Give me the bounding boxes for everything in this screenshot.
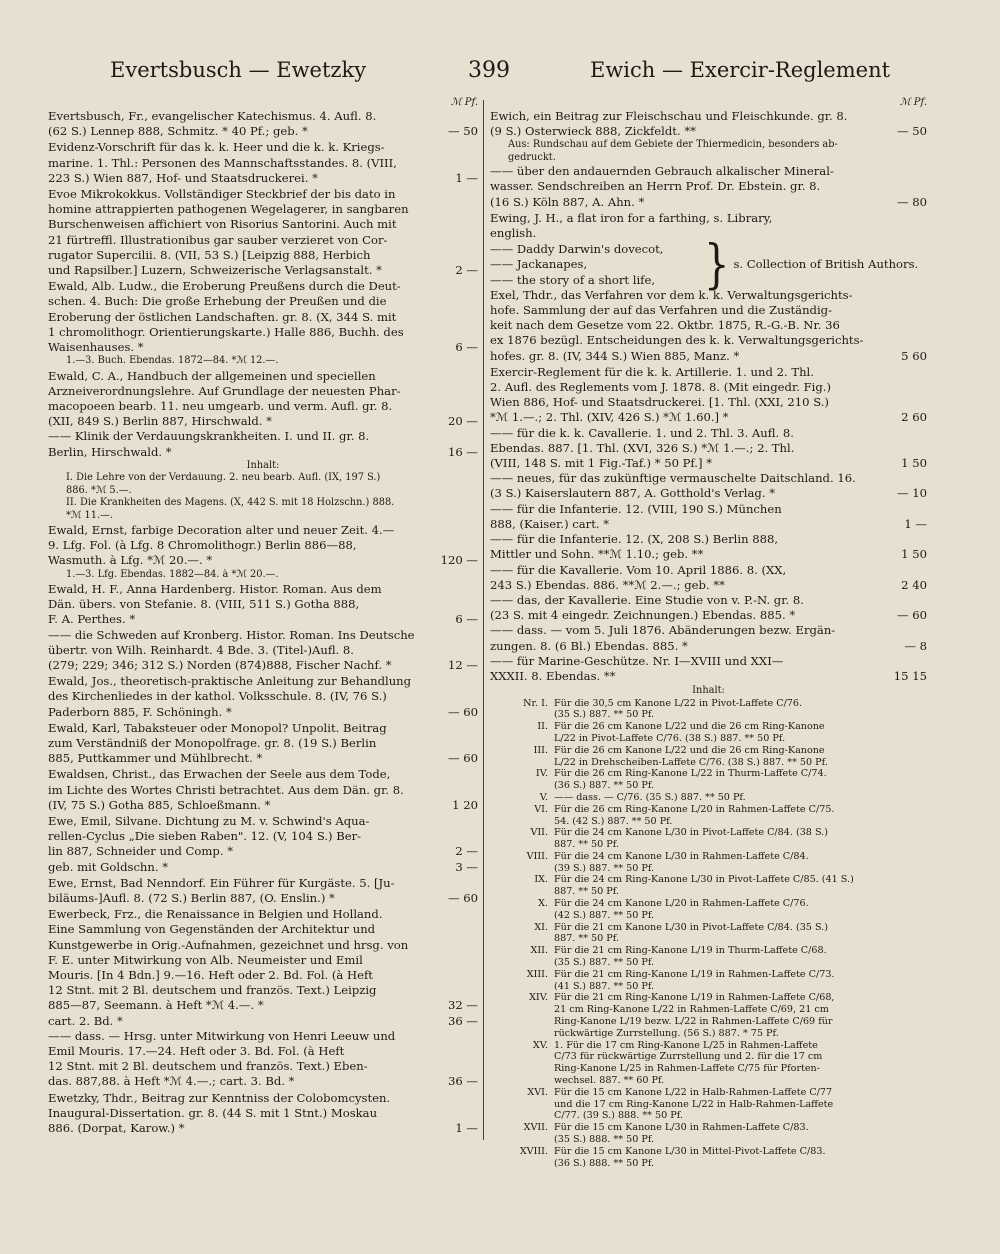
catalog-entry xyxy=(48,721,478,767)
entry-line xyxy=(490,608,927,623)
contents-text xyxy=(554,792,927,804)
entry-text: (23 S. mit 4 eingedr. Zeichnungen.) Ebendas. 885. * xyxy=(490,608,796,623)
entry-line xyxy=(490,124,927,139)
entry-line xyxy=(490,669,927,684)
contents-text xyxy=(554,898,927,922)
entry-price: 1 — xyxy=(904,516,927,531)
contents-line: und die 17 cm Ring-Kanone L/22 in Halb-Rahmen-Laffete xyxy=(554,1098,834,1110)
entry-text: Paderborn 885, F. Schöningh. * xyxy=(48,704,232,719)
entry-line: —— über den andauernden Gebrauch alkalischer Mineral- xyxy=(490,164,834,179)
entry-line: Ewald, Jos., theoretisch-praktische Anleitung zur Behandlung xyxy=(48,674,412,689)
contents-line: Für die 24 cm Ring-Kanone L/30 in Pivot-Laffete C/85. (41 S.) xyxy=(554,874,854,886)
contents-line: L/22 in Pivot-Laffete C/76. (38 S.) 887. ** 50 Pf. xyxy=(554,732,786,744)
contents-item xyxy=(490,792,927,804)
entry-text: 243 S.) Ebendas. 886. **ℳ 2.—.; geb. ** xyxy=(490,577,725,592)
contents-line: (35 S.) 888. ** 50 Pf. xyxy=(554,1134,655,1146)
entry-line xyxy=(48,1121,478,1136)
contents-item xyxy=(490,698,927,722)
contents-number: XV. xyxy=(532,1039,548,1051)
entry-text: zungen. 8. (6 Bl.) Ebendas. 885. * xyxy=(490,638,688,653)
contents-item xyxy=(490,1122,927,1146)
entry-line: Ewald, Karl, Tabaksteuer oder Monopol? Unpolit. Beitrag xyxy=(48,720,387,735)
entry-line xyxy=(490,456,927,471)
catalog-entry xyxy=(490,109,927,210)
entry-line: Evidenz-Vorschrift für das k. k. Heer und die k. k. Kriegs- xyxy=(48,140,385,155)
entry-text: Berlin, Hirschwald. * xyxy=(48,444,172,459)
brace-item: —— Jackanapes, xyxy=(490,257,588,272)
contents-number: XIII. xyxy=(526,968,548,980)
entry-line: —— neues, für das zukünftige vermauschelte Daitschland. 16. xyxy=(490,471,856,486)
entry-line: *ℳ 11.—. xyxy=(66,509,113,521)
entry-line: Ewald, Alb. Ludw., die Eroberung Preußens durch die Deut- xyxy=(48,279,401,294)
entry-line: Emil Mouris. 17.—24. Heft oder 3. Bd. Fol. (à Heft xyxy=(48,1044,345,1059)
entry-line: —— für die Kavallerie. Vom 10. April 1886. 8. (XX, xyxy=(490,562,787,577)
catalog-entry xyxy=(48,876,478,906)
contents-number: XVIII. xyxy=(519,1145,548,1157)
entry-line: Ewetzky, Thdr., Beitrag zur Kenntniss der Colobomcysten. xyxy=(48,1090,391,1105)
contents-number: VI. xyxy=(534,803,548,815)
entry-line: I. Die Lehre von der Verdauung. 2. neu bearb. Aufl. (IX, 197 S.) xyxy=(66,472,381,484)
contents-line: (36 S.) 887. ** 50 Pf. xyxy=(554,780,655,792)
entry-text: hofes. gr. 8. (IV, 344 S.) Wien 885, Manz. * xyxy=(490,348,740,363)
catalog-entry xyxy=(490,365,927,684)
entry-text: 885—87, Seemann. à Heft *ℳ 4.—. * xyxy=(48,998,264,1013)
price-column-header: ℳ Pf. xyxy=(899,97,927,108)
entry-line: Ewerbeck, Frz., die Renaissance in Belgien und Holland. xyxy=(48,907,383,922)
entry-line xyxy=(48,1014,478,1029)
entry-text: (IV, 75 S.) Gotha 885, Schloeßmann. * xyxy=(48,797,271,812)
entry-price: 36 — xyxy=(447,1013,478,1028)
entry-price: — 8 xyxy=(904,638,927,653)
contents-text xyxy=(554,1146,927,1170)
running-head-right: Ewich — Exercir-Reglement xyxy=(590,58,891,82)
contents-line: Für die 15 cm Kanone L/30 in Mittel-Pivot-Laffete C/83. xyxy=(554,1145,826,1157)
entry-line xyxy=(490,517,927,532)
entry-line: 12 Stnt. mit 2 Bl. deutschem und französ. Text.) Eben- xyxy=(48,1059,368,1074)
entry-line xyxy=(48,860,478,875)
entry-line: 9. Lfg. Fol. (à Lfg. 8 Chromolithogr.) Berlin 886—88, xyxy=(48,538,357,553)
contents-line: (35 S.) 887. ** 50 Pf. xyxy=(554,709,655,721)
catalog-entry xyxy=(490,288,927,364)
entry-price: 2 — xyxy=(455,263,478,278)
entry-line: Ewald, C. A., Handbuch der allgemeinen und speciellen xyxy=(48,368,376,383)
entry-text: (3 S.) Kaiserslautern 887, A. Gotthold's Verlag. * xyxy=(490,486,776,501)
contents-item xyxy=(490,945,927,969)
entry-line xyxy=(48,553,478,568)
entry-line: schen. 4. Buch: Die große Erhebung der Preußen und die xyxy=(48,294,387,309)
entry-line: 21 fürtreffl. Illustrationibus gar sauber verzieret von Cor- xyxy=(48,232,388,247)
contents-item xyxy=(490,922,927,946)
brace-item: —— the story of a short life, xyxy=(490,272,656,287)
contents-line: (39 S.) 887. ** 50 Pf. xyxy=(554,862,655,874)
entry-price: 1 — xyxy=(455,170,478,185)
contents-title: Inhalt: xyxy=(692,685,725,697)
running-head-left: Evertsbusch — Ewetzky xyxy=(110,58,367,82)
catalog-entry xyxy=(48,1091,478,1137)
entry-price: — 50 xyxy=(896,124,927,139)
entry-line: macopoeen bearb. 11. neu umgearb. und verm. Aufl. gr. 8. xyxy=(48,399,393,414)
entry-line xyxy=(48,263,478,278)
entry-line: Ewich, ein Beitrag zur Fleischschau und Fleischkunde. gr. 8. xyxy=(490,109,848,123)
contents-text xyxy=(554,922,927,946)
left-column xyxy=(48,97,478,1137)
entry-line: Ewing, J. H., a flat iron for a farthing, s. Library, xyxy=(490,210,773,225)
contents-line: Für die 30,5 cm Kanone L/22 in Pivot-Laffete C/76. xyxy=(554,697,803,709)
entry-price: 20 — xyxy=(447,414,478,429)
contents-number: XVII. xyxy=(523,1122,548,1134)
entry-line: Exercir-Reglement für die k. k. Artillerie. 1. und 2. Thl. xyxy=(490,364,814,379)
contents-line: Für die 26 cm Kanone L/22 und die 26 cm Ring-Kanone xyxy=(554,744,825,756)
entry-text: das. 887,88. à Heft *ℳ 4.—.; cart. 3. Bd. * xyxy=(48,1074,295,1089)
entry-line xyxy=(48,891,478,906)
entry-line: wasser. Sendschreiben an Herrn Prof. Dr. Ebstein. gr. 8. xyxy=(490,179,821,194)
entry-line: —— für die k. k. Cavallerie. 1. und 2. Thl. 3. Aufl. 8. xyxy=(490,425,794,440)
catalog-entry xyxy=(48,109,478,139)
entry-price: — 60 xyxy=(896,608,927,623)
entry-line: gedruckt. xyxy=(508,151,556,163)
contents-text xyxy=(554,698,927,722)
entry-text: (9 S.) Osterwieck 888, Zickfeldt. ** xyxy=(490,124,696,139)
entry-text: 886. (Dorpat, Karow.) * xyxy=(48,1121,185,1136)
brace-label: s. Collection of British Authors. xyxy=(733,257,919,272)
entry-text: (279; 229; 346; 312 S.) Norden (874)888, Fischer Nachf. * xyxy=(48,657,392,672)
entry-line: —— dass. — Hrsg. unter Mitwirkung von Henri Leeuw und xyxy=(48,1028,396,1043)
entry-line: Ebendas. 887. [1. Thl. (XVI, 326 S.) *ℳ 1.—.; 2. Thl. xyxy=(490,440,795,455)
entry-line: english. xyxy=(490,226,537,241)
entry-price: 36 — xyxy=(447,1074,478,1089)
entry-price: 5 60 xyxy=(901,348,927,363)
entry-line xyxy=(490,547,927,562)
contents-number: IV. xyxy=(535,768,548,780)
entry-text: lin 887, Schneider und Comp. * xyxy=(48,844,233,859)
contents-number: II. xyxy=(537,721,548,733)
contents-line: Für die 21 cm Ring-Kanone L/19 in Thurm-Laffete C/68. xyxy=(554,945,827,957)
entry-line: —— Klinik der Verdauungskrankheiten. I. und II. gr. 8. xyxy=(48,429,370,444)
contents-item xyxy=(490,898,927,922)
entry-line: —— für die Infanterie. 12. (VIII, 190 S.) München xyxy=(490,501,782,516)
entry-line: II. Die Krankheiten des Magens. (X, 442 S. mit 18 Holzschn.) 888. xyxy=(66,497,395,509)
entry-line: Evertsbusch, Fr., evangelischer Katechismus. 4. Aufl. 8. xyxy=(48,109,377,123)
contents-line: Für die 21 cm Kanone L/30 in Pivot-Laffete C/84. (35 S.) xyxy=(554,921,828,933)
contents-line: Für die 21 cm Ring-Kanone L/19 in Rahmen-Laffete C/73. xyxy=(554,968,835,980)
entry-line xyxy=(490,349,927,364)
entry-price: 12 — xyxy=(447,657,478,672)
contents-number: Nr. I. xyxy=(523,697,548,709)
entry-line: Inaugural-Dissertation. gr. 8. (44 S. mit 1 Stnt.) Moskau xyxy=(48,1105,378,1120)
contents-line: (35 S.) 887. ** 50 Pf. xyxy=(554,957,655,969)
entry-line: Ewald, Ernst, farbige Decoration alter und neuer Zeit. 4.— xyxy=(48,522,395,537)
contents-item xyxy=(490,874,927,898)
entry-line xyxy=(48,705,478,720)
entry-line: Kunstgewerbe in Orig.-Aufnahmen, gezeichnet und hrsg. von xyxy=(48,937,409,952)
catalog-entry xyxy=(48,814,478,875)
contents-line: 21 cm Ring-Kanone L/22 in Rahmen-Laffete C/69, 21 cm xyxy=(554,1004,829,1016)
contents-line: C/73 für rückwärtige Zurrstellung und 2. für die 17 cm xyxy=(554,1051,823,1063)
entry-price: — 60 xyxy=(447,751,478,766)
entry-line: —— das, der Kavallerie. Eine Studie von v. P.-N. gr. 8. xyxy=(490,592,804,607)
contents-line: 54. (42 S.) 887. ** 50 Pf. xyxy=(554,815,673,827)
contents-number: III. xyxy=(533,744,548,756)
contents-item xyxy=(490,721,927,745)
page-number: 399 xyxy=(468,58,510,83)
entry-line: Eroberung der östlichen Landschaften. gr. 8. (X, 344 S. mit xyxy=(48,309,397,324)
contents-item xyxy=(490,804,927,828)
entry-price: — 80 xyxy=(896,194,927,209)
catalog-entry xyxy=(48,279,478,367)
entry-line: —— die Schweden auf Kronberg. Histor. Roman. Ins Deutsche xyxy=(48,627,415,642)
contents-number: XII. xyxy=(530,945,548,957)
contents-text xyxy=(554,851,927,875)
contents-text xyxy=(554,945,927,969)
entry-text: *ℳ 1.—.; 2. Thl. (XIV, 426 S.) *ℳ 1.60.] * xyxy=(490,410,729,425)
contents-text xyxy=(554,827,927,851)
entry-price: 15 15 xyxy=(893,668,927,683)
contents-line: Für die 15 cm Kanone L/22 in Halb-Rahmen-Laffete C/77 xyxy=(554,1086,833,1098)
entry-line: Arzneiverordnungslehre. Auf Grundlage der neuesten Phar- xyxy=(48,383,401,398)
entry-line: Inhalt: xyxy=(246,459,280,471)
contents-line: Für die 26 cm Ring-Kanone L/20 in Rahmen-Laffete C/75. xyxy=(554,803,835,815)
entry-line: Ewe, Emil, Silvane. Dichtung zu M. v. Schwind's Aqua- xyxy=(48,813,370,828)
contents-number: VII. xyxy=(530,827,548,839)
entry-text: (VIII, 148 S. mit 1 Fig.-Taf.) * 50 Pf.] * xyxy=(490,456,712,471)
entry-line: Mouris. [In 4 Bdn.] 9.—16. Heft oder 2. Bd. Fol. (à Heft xyxy=(48,968,373,982)
entry-line: Eine Sammlung von Gegenständen der Architektur und xyxy=(48,922,376,937)
entry-price: 1 50 xyxy=(901,547,927,562)
contents-item xyxy=(490,851,927,875)
contents-line: 887. ** 50 Pf. xyxy=(554,839,620,851)
entry-text: Mittler und Sohn. **ℳ 1.10.; geb. ** xyxy=(490,547,704,562)
entry-line: homine attrappierten pathogenen Wegelagerer, in sangbaren xyxy=(48,202,409,217)
entry-line: Exel, Thdr., das Verfahren vor dem k. k. Verwaltungsgerichts- xyxy=(490,287,853,302)
entry-price: 1 20 xyxy=(452,797,478,812)
entry-line xyxy=(48,171,478,186)
contents-text xyxy=(554,804,927,828)
contents-line: Für die 24 cm Kanone L/30 in Rahmen-Laffete C/84. xyxy=(554,850,809,862)
contents-text xyxy=(554,1122,927,1146)
entry-price: 6 — xyxy=(455,612,478,627)
entry-line: des Kirchenliedes in der kathol. Volksschule. 8. (IV, 76 S.) xyxy=(48,689,387,704)
contents-item xyxy=(490,745,927,769)
brace-item: —— Daddy Darwin's dovecot, xyxy=(490,242,664,257)
entry-line xyxy=(48,998,478,1013)
contents-number: XIV. xyxy=(529,992,548,1004)
entry-text: Wasmuth. à Lfg. *ℳ 20.—. * xyxy=(48,553,213,568)
entry-text: cart. 2. Bd. * xyxy=(48,1013,123,1028)
entry-text: biläums-]Aufl. 8. (72 S.) Berlin 887, (O. Enslin.) * xyxy=(48,890,335,905)
entry-text: (XII, 849 S.) Berlin 887, Hirschwald. * xyxy=(48,414,272,429)
entry-line: 12 Stnt. mit 2 Bl. deutschem und französ. Text.) Leipzig xyxy=(48,983,377,998)
catalog-entry xyxy=(48,369,478,522)
contents-line: (41 S.) 887. ** 50 Pf. xyxy=(554,980,655,992)
contents-line: Für die 26 cm Kanone L/22 und die 26 cm Ring-Kanone xyxy=(554,721,825,733)
catalog-entry xyxy=(48,187,478,278)
entry-text: und Rapsilber.] Luzern, Schweizerische Verlagsanstalt. * xyxy=(48,263,382,278)
entry-line: 2. Aufl. des Reglements vom J. 1878. 8. (Mit eingedr. Fig.) xyxy=(490,380,831,395)
entry-line: 1.—3. Lfg. Ebendas. 1882—84. à *ℳ 20.—. xyxy=(66,568,279,580)
contents-item xyxy=(490,1087,927,1122)
contents-line: rückwärtige Zurrstellung. (56 S.) 887. * 75 Pf. xyxy=(554,1027,779,1039)
entry-line xyxy=(48,340,478,355)
contents-text xyxy=(554,721,927,745)
entry-price: — 60 xyxy=(447,890,478,905)
entry-price: 1 50 xyxy=(901,456,927,471)
entry-line: marine. 1. Thl.: Personen des Mannschaftsstandes. 8. (VIII, xyxy=(48,155,397,170)
entry-price: 1 — xyxy=(455,1121,478,1136)
contents-line: L/22 in Drehscheiben-Laffete C/76. (38 S.) 887. ** 50 Pf. xyxy=(554,756,828,768)
entry-price: 2 40 xyxy=(901,577,927,592)
entry-text: 888, (Kaiser.) cart. * xyxy=(490,516,610,531)
contents-line: C/77. (39 S.) 888. ** 50 Pf. xyxy=(554,1110,683,1122)
contents-line: Für die 24 cm Kanone L/30 in Pivot-Laffete C/84. (38 S.) xyxy=(554,827,828,839)
catalog-entry xyxy=(48,523,478,581)
contents-item xyxy=(490,827,927,851)
entry-price: 2 60 xyxy=(901,410,927,425)
entry-line: F. E. unter Mitwirkung von Alb. Neumeister und Emil xyxy=(48,952,363,967)
contents-text xyxy=(554,745,927,769)
catalog-entry xyxy=(48,767,478,813)
entry-line: zum Verständniß der Monopolfrage. gr. 8. (19 S.) Berlin xyxy=(48,735,377,750)
entry-line xyxy=(48,124,478,139)
entry-price: 16 — xyxy=(447,444,478,459)
contents-item xyxy=(490,992,927,1039)
entry-text: 885, Puttkammer und Mühlbrecht. * xyxy=(48,751,263,766)
entry-line xyxy=(490,486,927,501)
entry-price: 6 — xyxy=(455,340,478,355)
contents-item xyxy=(490,1040,927,1087)
contents-line: (42 S.) 887. ** 50 Pf. xyxy=(554,909,655,921)
entry-text: F. A. Perthes. * xyxy=(48,612,136,627)
contents-item xyxy=(490,1146,927,1170)
entry-line xyxy=(490,195,927,210)
entry-text: XXXII. 8. Ebendas. ** xyxy=(490,668,616,683)
entry-line: —— dass. — vom 5. Juli 1876. Abänderungen bezw. Ergän- xyxy=(490,623,836,638)
entry-text: (16 S.) Köln 887, A. Ahn. * xyxy=(490,194,645,209)
contents-line: Ring-Kanone L/25 in Rahmen-Laffete C/75 für Pforten- xyxy=(554,1063,820,1075)
entry-line xyxy=(490,639,927,654)
contents-number: V. xyxy=(539,791,548,803)
contents-text xyxy=(554,1040,927,1087)
entry-price: 120 — xyxy=(440,553,478,568)
contents-line: Für die 24 cm Kanone L/20 in Rahmen-Laffete C/76. xyxy=(554,898,809,910)
entry-line xyxy=(48,658,478,673)
entry-line: Burschenweisen affichiert von Risorius Santorini. Auch mit xyxy=(48,217,397,232)
contents-text xyxy=(554,768,927,792)
entry-line xyxy=(490,578,927,593)
contents-line: —— dass. — C/76. (35 S.) 887. ** 50 Pf. xyxy=(554,791,746,803)
brace-symbol: } xyxy=(704,235,730,295)
entry-line: Aus: Rundschau auf dem Gebiete der Thiermedicin, besonders ab- xyxy=(508,139,838,151)
entry-line xyxy=(48,844,478,859)
contents-line: Für die 15 cm Kanone L/30 in Rahmen-Laffete C/83. xyxy=(554,1122,809,1134)
entry-price: — 50 xyxy=(447,124,478,139)
entry-line xyxy=(48,1074,478,1089)
contents-number: X. xyxy=(538,898,548,910)
contents-item xyxy=(490,969,927,993)
entry-line: Ewe, Ernst, Bad Nenndorf. Ein Führer für Kurgäste. 5. [Ju- xyxy=(48,875,395,890)
entry-price: — 60 xyxy=(447,704,478,719)
entry-price: 3 — xyxy=(455,859,478,874)
entry-line xyxy=(48,798,478,813)
entry-text: geb. mit Goldschn. * xyxy=(48,859,169,874)
contents-text xyxy=(554,874,927,898)
entry-line: Ewaldsen, Christ., das Erwachen der Seele aus dem Tode, xyxy=(48,767,391,782)
contents-line: 887. ** 50 Pf. xyxy=(554,933,620,945)
right-column xyxy=(490,97,927,1169)
contents-line: wechsel. 887. ** 60 Pf. xyxy=(554,1075,665,1087)
entry-line: 1 chromolithogr. Orientierungskarte.) Halle 886, Buchh. des xyxy=(48,324,404,339)
entry-line: —— für Marine-Geschütze. Nr. I—XVIII und XXI— xyxy=(490,653,784,668)
entry-line: Evoe Mikrokokkus. Vollständiger Steckbrief der bis dato in xyxy=(48,187,396,202)
contents-line: 887. ** 50 Pf. xyxy=(554,886,620,898)
contents-line: (36 S.) 888. ** 50 Pf. xyxy=(554,1157,655,1169)
entry-line: rellen-Cyclus „Die sieben Raben". 12. (V, 104 S.) Ber- xyxy=(48,829,362,844)
contents-item xyxy=(490,768,927,792)
entry-line xyxy=(490,410,927,425)
entry-line: Dän. übers. von Stefanie. 8. (VIII, 511 S.) Gotha 888, xyxy=(48,597,360,612)
entry-line: ex 1876 bezügl. Entscheidungen des k. k. Verwaltungsgerichts- xyxy=(490,333,864,348)
column-divider xyxy=(483,100,484,1140)
contents-text xyxy=(554,992,927,1039)
entry-line xyxy=(48,612,478,627)
contents-number: XVI. xyxy=(527,1086,548,1098)
entry-line: Ewald, H. F., Anna Hardenberg. Histor. Roman. Aus dem xyxy=(48,581,382,596)
catalog-entry xyxy=(48,907,478,1089)
contents-number: IX. xyxy=(534,874,548,886)
contents-text xyxy=(554,1087,927,1122)
entry-line xyxy=(48,445,478,460)
contents-line: Für die 21 cm Ring-Kanone L/19 in Rahmen-Laffete C/68, xyxy=(554,992,835,1004)
entry-line: Wien 886, Hof- und Staatsdruckerei. [1. Thl. (XXI, 210 S.) xyxy=(490,395,829,410)
contents-line: Für die 26 cm Ring-Kanone L/22 in Thurm-Laffete C/74. xyxy=(554,768,827,780)
entry-text: (62 S.) Lennep 888, Schmitz. * 40 Pf.; geb. * xyxy=(48,124,308,139)
entry-price: 2 — xyxy=(455,844,478,859)
entry-price: — 10 xyxy=(896,486,927,501)
entry-line xyxy=(48,414,478,429)
contents-line: Ring-Kanone L/19 bezw. L/22 in Rahmen-Laffete C/69 für xyxy=(554,1016,833,1028)
contents-text xyxy=(554,969,927,993)
entry-line: hofe. Sammlung der auf das Verfahren und die Zuständig- xyxy=(490,303,833,318)
price-column-header: ℳ Pf. xyxy=(450,97,478,108)
entry-line: übertr. von Wilh. Reinhardt. 4 Bde. 3. (Titel-)Aufl. 8. xyxy=(48,642,354,657)
entry-line: —— für die Infanterie. 12. (X, 208 S.) Berlin 888, xyxy=(490,532,779,547)
contents-number: VIII. xyxy=(526,850,548,862)
entry-line: rugator Supercilii. 8. (VII, 53 S.) [Leipzig 888, Herbich xyxy=(48,247,371,262)
catalog-entry xyxy=(48,140,478,186)
entry-line: im Lichte des Wortes Christi betrachtet. Aus dem Dän. gr. 8. xyxy=(48,782,404,797)
entry-line xyxy=(48,751,478,766)
entry-text: 223 S.) Wien 887, Hof- und Staatsdruckerei. * xyxy=(48,170,318,185)
catalog-entry xyxy=(48,674,478,720)
entry-price: 32 — xyxy=(447,998,478,1013)
entry-line: 1.—3. Buch. Ebendas. 1872—84. *ℳ 12.—. xyxy=(66,355,279,367)
entry-line: 886. *ℳ 5.—. xyxy=(66,484,132,496)
contents-line: 1. Für die 17 cm Ring-Kanone L/25 in Rahmen-Laffete xyxy=(554,1039,818,1051)
catalog-entry xyxy=(48,582,478,673)
contents-number: XI. xyxy=(534,921,548,933)
entry-text: Waisenhauses. * xyxy=(48,340,144,355)
entry-line: keit nach dem Gesetze vom 22. Oktbr. 1875, R.-G.-B. Nr. 36 xyxy=(490,318,840,333)
